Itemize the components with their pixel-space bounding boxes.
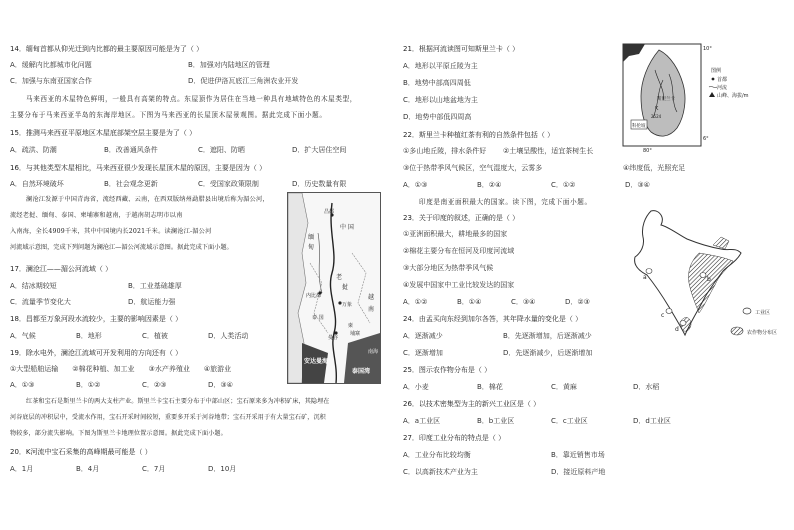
- q15-option-b: B．改善通风条件: [104, 146, 158, 154]
- q24-option-c: C．逐渐增加: [403, 349, 443, 357]
- map-label-myanmar-1: 缅: [308, 234, 315, 241]
- q25-stem: 25．图示农作物分布是（ ）: [403, 366, 492, 374]
- map-label-bangkok: 曼谷: [328, 335, 339, 341]
- q17-option-d: D．航运能力强: [128, 298, 176, 306]
- map-label-naypyidaw: 内比都: [306, 293, 322, 299]
- q23-stem: 23．关于印度的叙述，正确的是（ ）: [403, 214, 520, 222]
- india-map-label-b: b: [707, 276, 711, 283]
- q16-option-a: A．自然环境破坏: [10, 180, 64, 188]
- q22-option-a: A．①③: [403, 181, 428, 189]
- q26-option-c: C．c工业区: [551, 417, 588, 425]
- sri-map-legend-capital: 首都: [717, 77, 728, 83]
- map-label-south-china-sea: 南海: [368, 349, 379, 355]
- q22-item-3: ③位于热带季风气候区，空气湿度大，云雾多: [403, 164, 543, 172]
- sri-map-longitude: 80°: [643, 148, 652, 152]
- q22-item-2: ②土壤呈酸性，适宜茶树生长: [503, 147, 594, 155]
- map-label-vietnam-2: 南: [368, 306, 375, 313]
- q16-option-b: B．社会观念更新: [104, 180, 158, 188]
- india-map-label-d: d: [675, 326, 679, 333]
- q18-option-b: B．地形: [76, 332, 102, 340]
- q21-option-d: D．地势中部低四周高: [403, 113, 472, 121]
- q15-option-d: D．扩大居住空间: [292, 146, 347, 154]
- q18-option-a: A．气候: [10, 332, 36, 340]
- q22-stem: 22．斯里兰卡种植红茶有利的自然条件包括（ ）: [403, 131, 555, 139]
- q21-stem: 21．根据河流读图可知斯里兰卡（ ）: [403, 45, 520, 53]
- q14-option-d: D．促进伊洛瓦底江三角洲农业开发: [188, 77, 299, 85]
- q15-option-a: A．疏洪、防潮: [10, 146, 57, 154]
- q15-stem: 15．推测马来西亚平原地区木屋底部架空层主要是为了（ ）: [10, 129, 197, 137]
- q22-option-b: B．②④: [477, 181, 502, 189]
- q23-item-2: ②棉花主要分布在恒河及印度河流域: [403, 247, 515, 255]
- q23-option-a: A．①②: [403, 298, 428, 306]
- q25-option-c: C．黄麻: [551, 383, 577, 391]
- map-label-myanmar-2: 甸: [308, 244, 315, 251]
- q22-item-4: ④纬度低，光照充足: [623, 164, 686, 172]
- q18-option-d: D．人类活动: [208, 332, 249, 340]
- q16-option-d: D．历史数量有限: [292, 180, 347, 188]
- mekong-map-svg: [288, 193, 380, 383]
- industry-zone-a: [646, 269, 652, 274]
- passage-3-line-1: 红茶和宝石是斯里兰卡的两大支柱产业。斯里兰卡宝石主要分布于中部山区；宝石原来多为冲积矿床，其隐埋在: [26, 398, 330, 405]
- india-map-svg: [625, 205, 791, 353]
- q22-item-1: ①多山地丘陵，排水条件好: [403, 147, 487, 155]
- passage-1-line-2: 主要分布于马来西亚半岛的东海岸地区。下图为马来西亚的长屋顶木屋景观图。据此完成下面小题。: [10, 111, 327, 119]
- sri-map-peak-elevation: 2524: [651, 114, 662, 119]
- q21-option-a: A．地形以平原丘陵为主: [403, 62, 478, 70]
- q26-option-d: D．d工业区: [633, 417, 671, 425]
- q23-item-3: ③大部分地区为热带季风气候: [403, 264, 494, 272]
- q14-option-c: C．加强与东南亚国家合作: [10, 77, 92, 85]
- q17-option-c: C．流量季节变化大: [10, 298, 71, 306]
- passage-2-line-4: 河流域示意图，完成下列问题为澜沧江—湄公河流域示意图。据此完成下面小题。: [10, 244, 233, 251]
- q19-items: ①大型船舶运输 ②棉花种植、加工业 ③水产养殖业 ④旅游业: [10, 365, 232, 373]
- crop-area-northeast: [713, 237, 729, 249]
- map-label-china: 中 国: [340, 224, 354, 231]
- q17-option-a: A．结冰期较短: [10, 282, 57, 290]
- mekong-basin-map: [287, 192, 381, 384]
- q20-option-a: A．1月: [10, 465, 34, 473]
- q22-option-d: D．③④: [625, 181, 650, 189]
- industry-zone-c: [666, 309, 672, 314]
- passage-2-line-2: 流经老挝、缅甸、泰国、柬埔寨和越南，于越南胡志明市以南: [10, 212, 183, 219]
- q19-option-c: C．②③: [142, 381, 167, 389]
- sri-map-legend-title: 图例: [711, 68, 722, 74]
- industry-zone-d: [680, 321, 686, 326]
- passage-2-line-3: 入南海，全长4909千米，其中中国境内长2021千米。读澜沧江-湄公河: [10, 228, 212, 235]
- q22-option-c: C．①②: [551, 181, 576, 189]
- industry-zone-b: [700, 273, 706, 278]
- q14-option-b: B．加强对内陆地区的管理: [188, 61, 270, 69]
- q17-stem: 17．澜沧江——湄公河流域（ ）: [10, 265, 113, 273]
- q20-stem: 20．K河流中宝石采集的高峰期最可能是（ ）: [10, 448, 152, 456]
- q16-stem: 16．与其他类型木屋相比，马来西亚很少发现长屋顶木屋的原因，主要是因为（ ）: [10, 164, 267, 172]
- map-label-vietnam-1: 越: [368, 294, 375, 301]
- q19-option-d: D．③④: [208, 381, 233, 389]
- sri-lanka-map-svg: [619, 40, 789, 152]
- map-label-laos-1: 老: [336, 274, 343, 281]
- q25-option-b: B．棉花: [477, 383, 503, 391]
- q23-option-b: B．①④: [457, 298, 482, 306]
- q27-option-c: C．以高新技术产业为主: [403, 468, 478, 476]
- q19-option-a: A．①③: [10, 381, 35, 389]
- q27-stem: 27．印度工业分布的特点是（ ）: [403, 434, 506, 442]
- sri-map-lat-bottom: 6°: [703, 136, 709, 142]
- sri-map-country-label: 斯里兰卡: [657, 97, 675, 102]
- map-label-laos-2: 挝: [342, 284, 349, 291]
- q19-option-b: B．①②: [76, 381, 101, 389]
- q17-option-b: B．工业基础雄厚: [128, 282, 182, 290]
- q24-option-a: A．逐渐减少: [403, 332, 443, 340]
- map-label-gulf-of-thailand: 泰国湾: [352, 368, 371, 375]
- q27-option-b: B．靠近销售市场: [551, 451, 605, 459]
- q23-item-4: ④发展中国家中工业比较发达的国家: [403, 281, 515, 289]
- passage-2-line-1: 澜沧江发源于中国青海省，流经西藏、云南，在西双版纳州勐腊县出境后称为湄公河，: [26, 196, 269, 203]
- right-column: [397, 0, 794, 530]
- map-label-vientiane: 万象: [342, 302, 353, 308]
- q18-option-c: C．植被: [142, 332, 168, 340]
- q24-option-b: B．先逐渐增加，后逐渐减少: [503, 332, 592, 340]
- india-map: [625, 205, 791, 353]
- q25-option-d: D．水稻: [633, 383, 660, 391]
- q15-option-c: C．遮阳、防晒: [198, 146, 245, 154]
- q20-option-c: C．7月: [142, 465, 166, 473]
- sri-map-k-label: K: [655, 106, 659, 112]
- sri-map-legend-mountain: 山峰、海拔/m: [717, 93, 749, 99]
- map-label-changdu: 昌都: [324, 209, 335, 215]
- sri-map-legend-river: 河流: [717, 85, 728, 91]
- q14-option-a: A．缓解内比都城市化问题: [10, 61, 92, 69]
- india-map-legend-crop: 农作物分布区: [747, 330, 778, 336]
- q21-option-c: C．地形以山地盆地为主: [403, 96, 478, 104]
- india-map-label-c: c: [661, 312, 665, 319]
- q19-stem: 19．除水电外，澜沧江流域可开发利用的方向还有（ ）: [10, 349, 183, 357]
- q23-item-1: ①亚洲面积最大，耕地最多的国家: [403, 230, 508, 238]
- q23-option-d: D．②③: [565, 298, 590, 306]
- crop-legend-icon: [731, 327, 743, 335]
- q27-option-a: A．工业分布比较均衡: [403, 451, 471, 459]
- india-map-legend-industry: 工业区: [755, 310, 771, 316]
- q26-option-b: B．b工业区: [477, 417, 515, 425]
- q26-option-a: A．a工业区: [403, 417, 441, 425]
- q24-option-d: D．先逐渐减少，后逐渐增加: [503, 349, 593, 357]
- sri-lanka-map: [619, 40, 789, 152]
- q20-option-d: D．10月: [208, 465, 237, 473]
- q27-option-d: D．接近原料产地: [551, 468, 606, 476]
- map-label-cambodia-1: 柬: [348, 323, 354, 329]
- passage-3-line-3: 物较多，部分流失影响。下图为斯里兰卡地理位置示意图。据此完成下面小题。: [10, 430, 227, 437]
- sri-map-colombo-label: 科伦坡: [632, 124, 646, 129]
- river-icon: [709, 86, 717, 87]
- q26-stem: 26．以技术密集型为主的新兴工业区是（ ）: [403, 400, 541, 408]
- mountain-icon: [709, 92, 715, 97]
- q21-option-b: B．地势中部高四周低: [403, 79, 471, 87]
- q23-option-c: C．③④: [511, 298, 536, 306]
- sri-map-lat-top: 10°: [703, 46, 712, 52]
- map-label-andaman-sea: 安达曼海: [304, 358, 329, 365]
- q16-option-c: C．受国家政策限制: [198, 180, 259, 188]
- passage-4: 印度是南亚面积最大的国家。读下图，完成下面小题。: [419, 198, 592, 206]
- left-column: [0, 0, 395, 530]
- passage-3-line-2: 河谷底层的冲积层中，受流水作用，宝石开采时间较短，重要多开采于河谷地带；宝石开采用于有大量宝石矿，沉积: [10, 414, 326, 421]
- map-label-thailand: 泰 国: [312, 315, 324, 321]
- q14-stem: 14．缅甸首都从仰光迁到内比都的最主要原因可能是为了（ ）: [10, 45, 204, 53]
- industry-legend-icon: [743, 308, 751, 314]
- q18-stem: 18．昌都至万象河段水流较少，主要的影响因素是（ ）: [10, 315, 183, 323]
- q20-option-b: B．4月: [76, 465, 100, 473]
- india-map-label-a: a: [643, 274, 647, 281]
- q25-option-a: A．小麦: [403, 383, 429, 391]
- q24-stem: 24．由孟买向东经到加尔各答，其年降水量的变化是（ ）: [403, 315, 583, 323]
- map-label-cambodia-2: 埔寨: [350, 331, 361, 337]
- passage-1-line-1: 马来西亚的木屋特色鲜明，一般具有高架的特点。东屋顶作为居住在当地一种具有地域特色的木屋类型，: [26, 95, 357, 103]
- capital-icon: [712, 78, 715, 81]
